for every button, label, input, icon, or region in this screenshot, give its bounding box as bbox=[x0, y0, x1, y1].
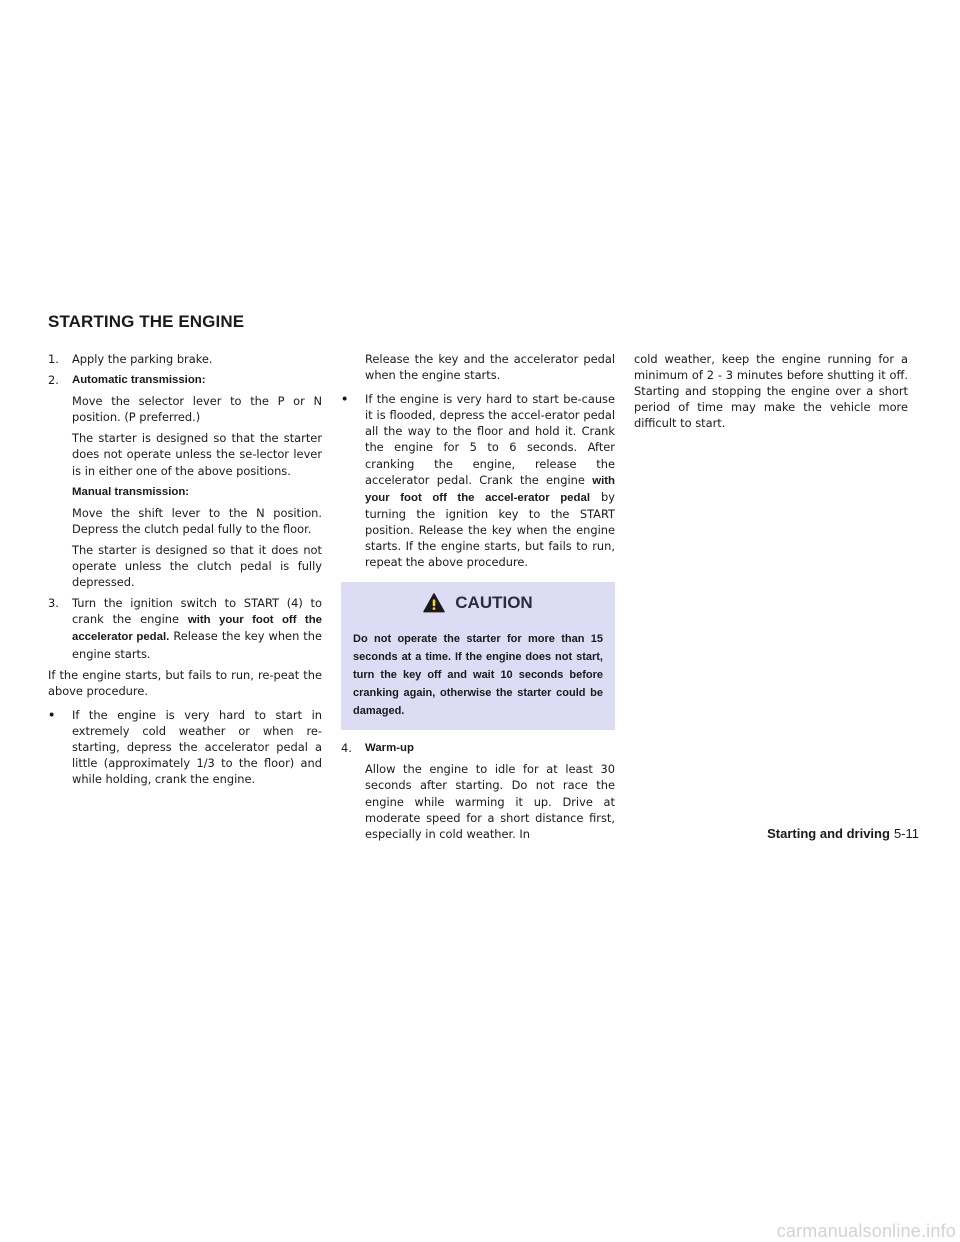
step-heading: Automatic transmission: bbox=[72, 374, 206, 387]
bullet-text bbox=[365, 391, 615, 570]
paragraph: The starter is designed so that it does not operate unless the clutch pedal is fully depressed. bbox=[72, 542, 322, 590]
paragraph: Move the selector lever to the P or N position. (P preferred.) bbox=[72, 394, 322, 425]
bullet-icon: • bbox=[48, 707, 56, 722]
paragraph: If the engine starts, but fails to run, re-peat the above procedure. bbox=[48, 667, 322, 698]
bold-text: with your foot off the accel-erator pedal bbox=[365, 474, 615, 504]
column-3 bbox=[634, 351, 908, 436]
bullet-icon: • bbox=[341, 392, 349, 407]
step-number: 2. bbox=[48, 373, 59, 388]
paragraph: Move the shift lever to the N position. Depress the clutch pedal fully to the floor. bbox=[72, 505, 322, 536]
step-3 bbox=[48, 595, 322, 661]
paragraph: cold weather, keep the engine running for a minimum of 2 - 3 minutes before shutting it off. Starting and stopping the engine over a short period of time may make the vehicle more difficult to start. bbox=[634, 352, 908, 431]
paragraph: The starter is designed so that the starter does not operate unless the se-lector lever is in either one of the above positions. bbox=[72, 431, 322, 478]
footer-section: Starting and driving bbox=[767, 826, 890, 841]
paragraph: Release the key and the accelerator pedal when the engine starts. bbox=[365, 352, 615, 383]
step-2 bbox=[48, 372, 322, 388]
step-number: 3. bbox=[48, 596, 59, 611]
column-2 bbox=[341, 351, 615, 847]
bullet-text: If the engine is very hard to start in extremely cold weather or when re-starting, depress the accelerator pedal a little (approximately 1/3 to the floor) and while holding, crank the engine. bbox=[72, 707, 322, 787]
bold-text: with your foot off the accelerator pedal. bbox=[72, 614, 322, 644]
page-footer bbox=[767, 826, 919, 841]
step-heading: Warm-up bbox=[365, 742, 414, 755]
step-number: 1. bbox=[48, 352, 59, 366]
column-1 bbox=[48, 351, 322, 792]
caution-header bbox=[353, 586, 603, 620]
step-text bbox=[72, 595, 322, 661]
bullet-item bbox=[341, 391, 615, 570]
watermark: carmanualsonline.info bbox=[776, 1221, 956, 1241]
page-number: 5-11 bbox=[893, 826, 919, 841]
bullet-item bbox=[48, 707, 322, 787]
text-run: Turn the ignition switch to START (4) to crank the engine bbox=[72, 596, 322, 627]
text-run: If the engine is very hard to start be-cause it is flooded, depress the accel-erator pedal all the way to the floor and hold it. Crank the engine for 5 to 6 seconds. After cranking the engine, release the accelerator pedal. Crank the engine bbox=[365, 392, 615, 487]
section-title: STARTING THE ENGINE bbox=[48, 312, 245, 331]
sub-heading: Manual transmission: bbox=[72, 485, 190, 498]
step-1 bbox=[48, 351, 322, 367]
text-run: by turning the ignition key to the START position. Release the key when the engine starts. If the engine starts, but fails to run, repeat the above procedure. bbox=[365, 489, 615, 570]
step-4 bbox=[341, 740, 615, 756]
paragraph: Allow the engine to idle for at least 30 seconds after starting. Do not race the engine while warming it up. Drive at moderate speed for a short distance first, especially in cold weather. In bbox=[365, 762, 615, 841]
warning-triangle-icon bbox=[423, 592, 445, 614]
caution-box bbox=[341, 582, 615, 730]
step-number: 4. bbox=[341, 741, 352, 756]
step-text: Apply the parking brake. bbox=[72, 352, 213, 366]
caution-title: CAUTION bbox=[455, 593, 533, 613]
text-run: Release the key when the engine starts. bbox=[72, 629, 323, 661]
caution-text: Do not operate the starter for more than 15 seconds at a time. If the engine does not start, turn the key off and wait 10 seconds before cranking again, otherwise the starter could be damaged. bbox=[353, 633, 603, 718]
